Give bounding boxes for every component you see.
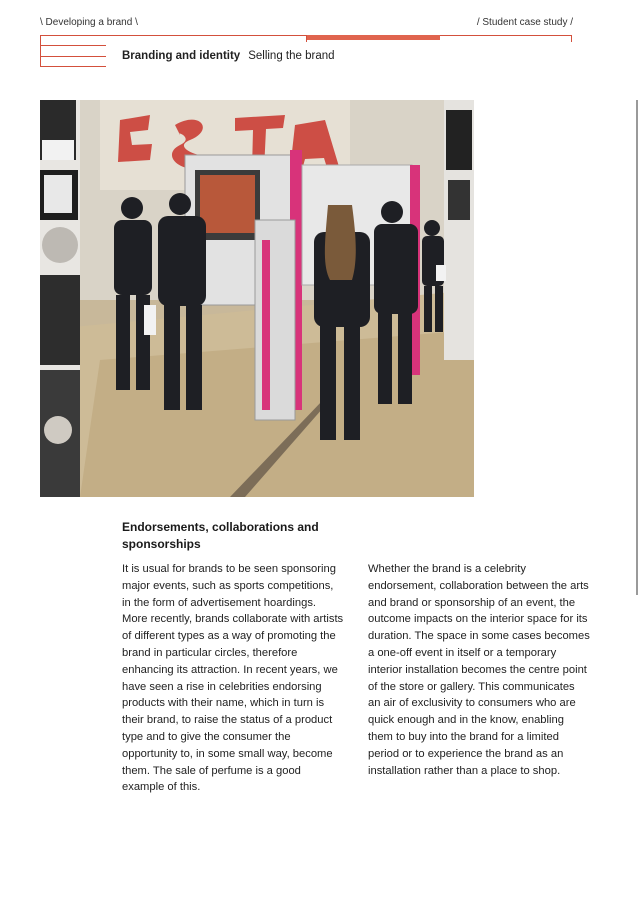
header-tick [306,35,307,42]
article-column-right [368,561,590,779]
side-marker [40,36,106,67]
article-column-left [122,561,344,796]
gallery-installation-photo [40,100,474,497]
side-marker-line [40,66,106,67]
section-heading [122,50,335,62]
article-heading: Endorsements, collaborations and sponsorships [122,520,319,551]
header-accent-bar [306,35,440,40]
running-header-right: / Student case study / [476,17,573,28]
body-paragraph: Whether the brand is a celebrity endorsement, collaboration between the arts and brand or sponsorship of an event, the outcome impacts on the interior space for its duration. The space in some cases becomes a one-off event in itself or a temporary interior installation becomes the centre point of the store or gallery. This communicates an air of exclusivity to consumers who are quick enough and in the know, enabling them to buy into the brand for a limited period or to experience the brand as an installation rather than a place to shop. [368,563,590,777]
side-marker-line [40,56,106,57]
chapter-title: Branding and identity [122,50,241,62]
side-marker-line [40,45,106,46]
running-header-left: \ Developing a brand \ [40,17,138,28]
body-paragraph: It is usual for brands to be seen sponsoring major events, such as sports competitions, in the form of advertisement hoardings. More recently, brands collaborate with artists of different types as a way of promoting the brand in particular circles, therefore enhancing its attraction. In recent years, we have seen a rise in celebrities endorsing products with their name, which in turn is their brand, to raise the status of a product type and to give the consumer the opportunity to, in some small way, become them. The sale of perfume is a good example of this. [122,563,344,794]
topic-title: Selling the brand [248,50,335,62]
header-tick [571,35,572,42]
